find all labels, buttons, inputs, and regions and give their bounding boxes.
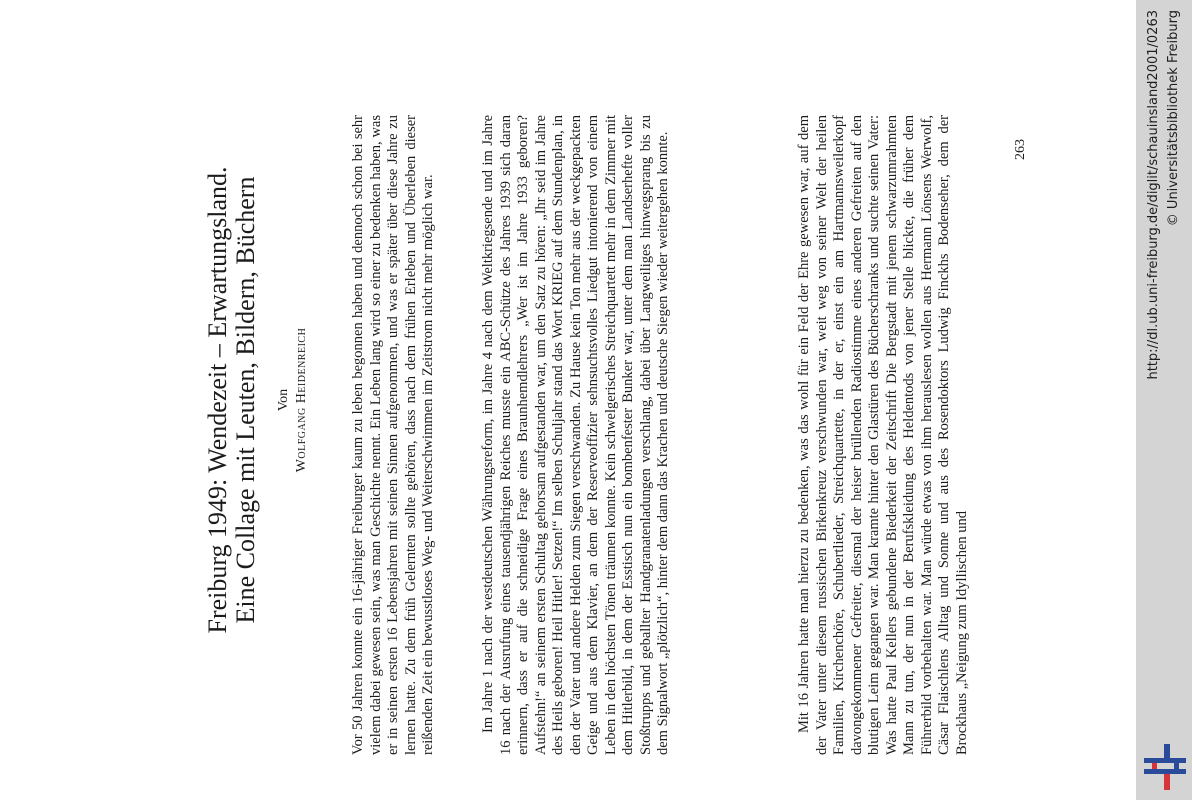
byline-von: Von	[276, 388, 291, 412]
paragraph-1: Vor 50 Jahren konnte ein 16-jähriger Freiburger kaum zu leben begonnen haben und dennoch schon bei sehr vielem dabei gewesen sein, was man Geschichte nennt. Ein Leben lang wird so einer zu bedenken haben, was er in seinen ersten 16 Lebensjahren mit seinen Sinnen aufgenommen, und was er später über diese Jahre zu lernen hatte. Zu dem früh Gelernten sollte gehören, dass nach dem frühen Erleben und Überleben dieser reißenden Zeit ein bewusstloses Weg- und Weiterschwimmen im Zeitstrom nicht mehr möglich war.	[350, 115, 436, 755]
copyright-notice: © Universitätsbibliothek Freiburg	[1166, 10, 1181, 227]
sidebar-strip	[1136, 0, 1192, 800]
paragraph-2: Im Jahre 1 nach der westdeutschen Währungsreform, im Jahre 4 nach dem Weltkriegsende und im Jahre 16 nach der Ausrufung eines tausendjährigen Reiches musste ein ABC-Schütze des Jahres 1939 sich daran erinnern, dass er auf die schneidige Frage eines Braunhemdlehrers „Wer ist im Jahre 1933 geboren? Aufstehn!“ an seinem ersten Schultag gehorsam aufgestanden war, um den Satz zu hören: „Ihr seid im Jahre des Heils geboren! Heil Hitler! Setzen!“ Im selben Schuljahr stand das Wort KRIEG auf dem Stundenplan, in den der Vater und andere Helden zum Siegen verschwanden. Zu Hause kein Ton mehr aus der weckgepackten Geige und aus dem Klavier, an dem der Reserveoffizier sehnsuchtsvolles Liedgut intonierend von einem Leben in den höchsten Tönen träumen konnte. Kein schwelgerisches Streichquartett mehr in dem Zimmer mit dem Hitlerbild, in dem der Esstisch nun ein bombenfester Bunker war, unter dem man Landserhefte voller Stoßtrupps und geballter Handgranatenladungen verschlang, dabei über Langweiliges hinwegsprang bis zu dem Signalwort „plötzlich“, hinter dem dann das Krachen und deutsche Siegen wieder weitergehen konnte.	[480, 115, 671, 755]
page-number: 263	[1013, 139, 1028, 160]
title-line-1: Freiburg 1949: Wendezeit – Erwartungsland.	[203, 166, 232, 634]
title-line-2: Eine Collage mit Leuten, Bildern, Büchern	[231, 176, 260, 624]
paragraph-3: Mit 16 Jahren hatte man hierzu zu bedenken, was das wohl für ein Feld der Ehre gewesen war, auf dem der Vater unter diesem russischen Birkenkreuz verschwunden war, weit weg von seiner Welt der heilen Familien, Kirchenchöre, Schubertlieder, Streichquartette, in der er, einst ein am Hartmannsweilerkopf davongekommener Gefreiter, diesmal der heiser brüllenden Radiostimme eines anderen Gefreiten auf den blutigen Leim gegangen war. Man kramte hinter den Glastüren des Bücherschranks und suchte seinen Vater: Was hatte Paul Kellers gebundene Biederkeit der Zeitschrift Die Bergstadt mit jenem schwarzumrahmten Mann zu tun, der nun in der Berufskleidung des Heldentods von jener Stelle blickte, die früher dem Führerbild vorbehalten war. Man würde etwas von ihm herauslesen wollen aus Hermann Lönsens Werwolf, Cäsar Flaischlens Alltag und Sonne und aus des Rosendoktors Ludwig Finckhs Bodenseher, dem der Brockhaus „Neigung zum Idyllischen und	[796, 115, 970, 755]
rotated-book-page	[200, 0, 1030, 800]
source-url-link[interactable]: http://dl.ub.uni-freiburg.de/diglit/schauinsland2001/0263	[1146, 10, 1161, 380]
sidebar-text	[1144, 10, 1184, 790]
byline-author: Wolfgang Heidenreich	[294, 327, 309, 473]
article-title	[204, 0, 260, 800]
library-logo-icon	[1144, 744, 1186, 790]
